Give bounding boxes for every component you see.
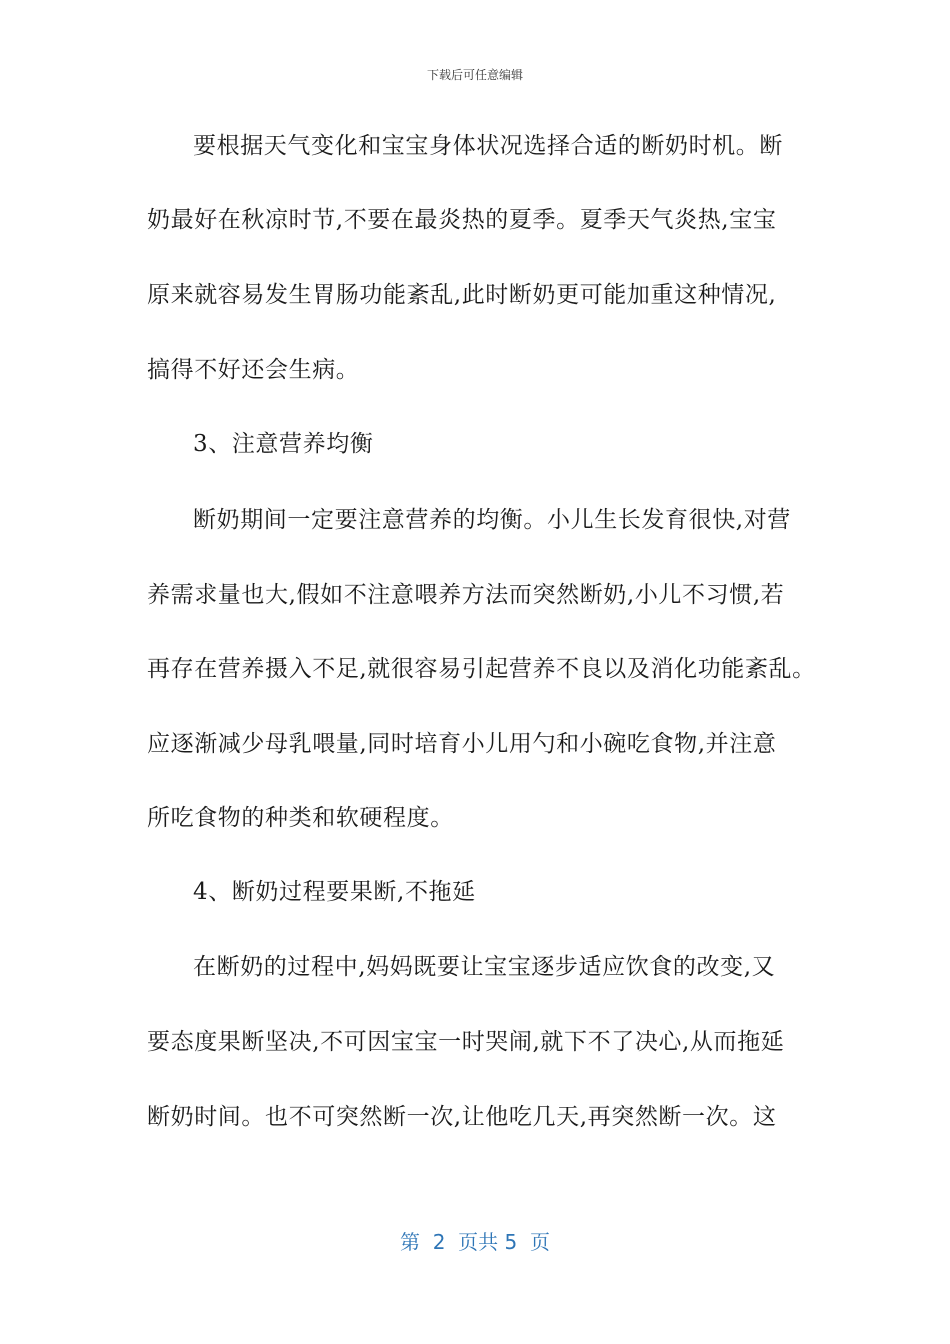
paragraph-line: 在断奶的过程中,妈妈既要让宝宝逐步适应饮食的改变,又	[193, 954, 776, 980]
paragraph-line: 原来就容易发生胃肠功能紊乱,此时断奶更可能加重这种情况,	[147, 282, 777, 308]
section-heading: 4、断奶过程要果断,不拖延	[193, 879, 476, 905]
page-number-footer: 第 2 页共 5 页	[400, 1230, 550, 1254]
paragraph-line: 再存在营养摄入不足,就很容易引起营养不良以及消化功能紊乱。	[147, 656, 816, 682]
paragraph-line: 断奶期间一定要注意营养的均衡。小儿生长发育很快,对营	[193, 507, 791, 533]
paragraph-line: 奶最好在秋凉时节,不要在最炎热的夏季。夏季天气炎热,宝宝	[147, 207, 777, 233]
paragraph-line: 养需求量也大,假如不注意喂养方法而突然断奶,小儿不习惯,若	[147, 582, 785, 608]
paragraph-line: 应逐渐减少母乳喂量,同时培育小儿用勺和小碗吃食物,并注意	[147, 731, 777, 757]
header-note: 下载后可任意编辑	[426, 68, 523, 82]
paragraph-line: 断奶时间。也不可突然断一次,让他吃几天,再突然断一次。这	[147, 1104, 777, 1130]
section-heading: 3、注意营养均衡	[193, 431, 374, 457]
paragraph-line: 搞得不好还会生病。	[147, 357, 360, 383]
paragraph-line: 所吃食物的种类和软硬程度。	[147, 805, 454, 831]
paragraph-line: 要根据天气变化和宝宝身体状况选择合适的断奶时机。断	[193, 133, 783, 159]
paragraph-line: 要态度果断坚决,不可因宝宝一时哭闹,就下不了决心,从而拖延	[147, 1029, 785, 1055]
